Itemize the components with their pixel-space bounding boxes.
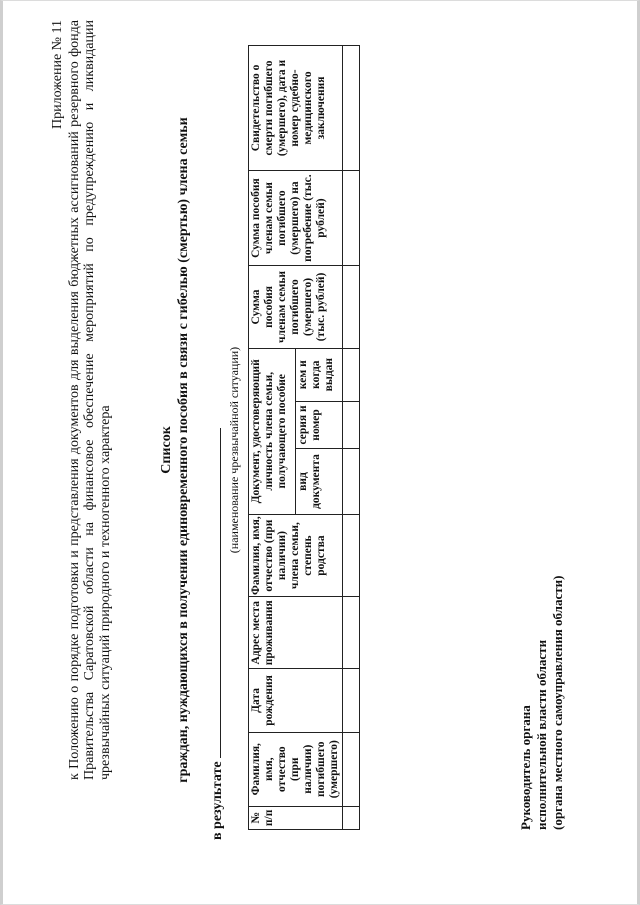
table-row: [343, 46, 360, 830]
signature-line-3: (органа местного самоуправления области): [550, 575, 565, 830]
header-certificate: Свидетельство о смерти погибшего (умершего), дата и номер судебно-медицинского заключения: [249, 46, 343, 171]
table-cell: [343, 266, 360, 349]
signature-block: [518, 410, 566, 830]
subheader-issued: кем и когда выдан: [296, 348, 343, 401]
appendix-text: к Положению о порядке подготовки и представления документов для выделения бюджетных ассигнований резервного фонда Правительства Саратовской области на финансовое обеспечение мероприятий по предупреждению и ликвидации чрезвычайных ситуаций природного и техногенного характера: [66, 20, 113, 780]
situation-blank-line: [208, 428, 221, 758]
header-fio-deceased: Фамилия, имя, отчество (при наличии) погибшего (умершего): [249, 732, 343, 806]
result-prefix: в результате: [210, 761, 225, 840]
recipients-table: [248, 45, 360, 830]
subheader-doc-type: вид документа: [296, 449, 343, 515]
signature-line-1: Руководитель органа: [518, 705, 533, 830]
table-cell: [343, 732, 360, 806]
table-cell: [343, 514, 360, 597]
table-cell: [343, 806, 360, 829]
header-address: Адрес места проживания: [249, 597, 343, 669]
appendix-header: [50, 20, 113, 780]
table-cell: [343, 669, 360, 732]
table-header-row: [249, 46, 296, 830]
table-cell: [343, 401, 360, 449]
header-birth-date: Дата рождения: [249, 669, 343, 732]
subheader-series: серия и номер: [296, 401, 343, 449]
signature-line-2: исполнительной власти области: [534, 639, 549, 830]
document-subtitle: граждан, нуждающихся в получении единовременного пособия в связи с гибелью (смертью) члена семьи: [176, 117, 191, 783]
table-cell: [343, 46, 360, 171]
title-block: [158, 20, 192, 880]
header-document: Документ, удостоверяющий личность члена семьи, получающего пособие: [249, 348, 296, 514]
table-cell: [343, 449, 360, 515]
appendix-number: Приложение № 11: [50, 20, 65, 129]
table-cell: [343, 597, 360, 669]
header-sum-family: Сумма пособия членам семьи погибшего (умершего) (тыс. рублей): [249, 266, 343, 349]
header-fio-family: Фамилия, имя, отчество (при наличии) члена семьи, степень родства: [249, 514, 343, 597]
document-page: [50, 20, 590, 880]
situation-note: (наименование чрезвычайной ситуации): [227, 346, 241, 554]
table-cell: [343, 348, 360, 401]
result-line: [208, 340, 226, 840]
header-sum-burial: Сумма пособия членам семьи погибшего (умершего) на погребение (тыс. рублей): [249, 170, 343, 265]
header-num: № п/п: [249, 806, 343, 829]
table-cell: [343, 170, 360, 265]
document-title: Список: [159, 426, 174, 474]
